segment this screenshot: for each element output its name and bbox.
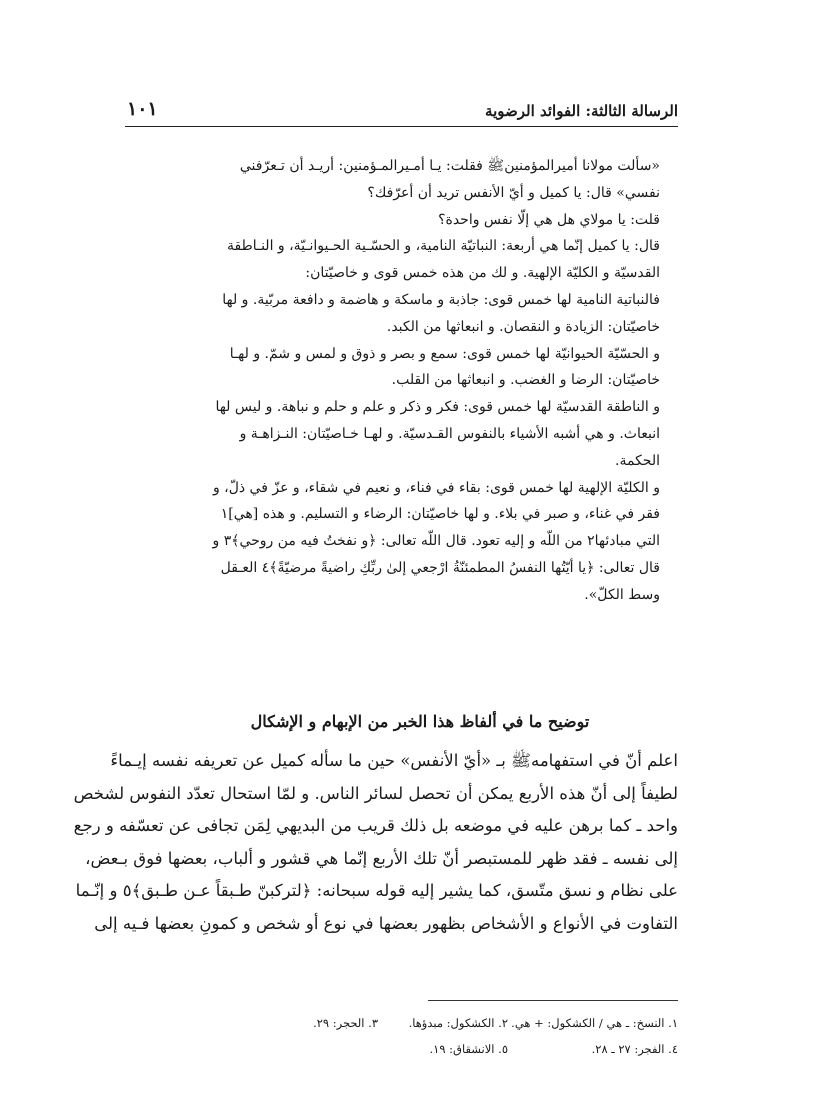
quote-line: و الحسّيّة الحيوانيّة لها خمس قوى: سمع و بصر و ذوق و لمس و شمّ. و لهـا bbox=[229, 345, 660, 362]
hadith-quote bbox=[180, 153, 660, 609]
footnote-4: ٤. الفجر: ٢٧ ـ ٢٨. bbox=[591, 1042, 678, 1056]
body-line: التفاوت في الأنواع و الأشخاص بظهور بعضها في نوع أو شخص و كمونِ بعضها فـيه إلى bbox=[94, 913, 678, 933]
footnote-2: ٢. الكشكول: مبدؤها. bbox=[408, 1016, 508, 1030]
body-line: إلى نفسه ـ فقد ظهر للمستبصر أنّ تلك الأربع إنّما هي قشور و ألباب، بعضها فوق بـعض، bbox=[85, 848, 678, 868]
quote-line: التي مبادئها٢ من اللّه و إليه تعود. قال اللّه تعالى: ﴿و نفختُ فيه من روحي﴾٣ و bbox=[212, 533, 660, 550]
body-line: لطيفاً إلى أنّ هذه الأربع يمكن أن تحصل لسائر الناس. و لمّا استحال تعدّد النفوس لشخص bbox=[73, 783, 678, 803]
quote-line: فقر في غناء، و صبر في بلاء. و لها خاصيّتان: الرضاء و التسليم. و هذه [هي]١ bbox=[220, 506, 660, 523]
quote-line: قال: يا كميل إنّما هي أربعة: النباتيّة النامية، و الحسّـية الحـيوانـيّة، و النـاطقة bbox=[226, 238, 660, 255]
page-number: ١٠١ bbox=[127, 98, 158, 120]
footnote-3: ٣. الحجر: ٢٩. bbox=[313, 1016, 378, 1030]
quote-line: فالنباتية النامية لها خمس قوى: جاذبة و ماسكة و هاضمة و دافعة مربّية. و لها bbox=[222, 291, 660, 308]
footnote-5: ٥. الانشقاق: ١٩. bbox=[429, 1042, 508, 1056]
footnote-divider bbox=[428, 1000, 678, 1001]
quote-line: وسط الكلّ». bbox=[584, 586, 660, 603]
running-title: الرسالة الثالثة: الفوائد الرضوية bbox=[485, 102, 678, 120]
quote-line: القدسيّة و الكليّة الإلهية. و لك من هذه خمس قوى و خاصيّتان: bbox=[305, 265, 660, 282]
footnote-row bbox=[150, 1010, 678, 1036]
quote-line: انبعاث. و هي أشبه الأشياء بالنفوس القـدسيّة. و لهـا خـاصيّتان: النـزاهـة و bbox=[239, 425, 660, 442]
quote-line: خاصيّتان: الزيادة و النقصان. و انبعاثها من الكبد. bbox=[386, 318, 660, 335]
body-line: على نظام و نسق متّسق، كما يشير إليه قوله سبحانه: ﴿لتركبنّ طـبقاً عـن طـبق﴾٥ و إنّـما bbox=[75, 881, 678, 901]
quote-line: و الناطقة القدسيّة لها خمس قوى: فكر و ذكر و علم و حلم و نباهة. و ليس لها bbox=[215, 399, 660, 416]
quote-line: قلت: يا مولاي هل هي إلّا نفس واحدة؟ bbox=[438, 211, 660, 228]
commentary-text bbox=[73, 745, 678, 941]
quote-line: و الكليّة الإلهية لها خمس قوى: بقاء في فناء، و نعيم في شقاء، و عزّ في ذلّ، و bbox=[212, 479, 660, 496]
footnote-row bbox=[150, 1036, 678, 1062]
quote-line: الحكمة. bbox=[615, 452, 660, 469]
quote-line: خاصيّتان: الرضا و الغضب. و انبعاثها من القلب. bbox=[391, 372, 660, 389]
body-line: واحد ـ كما برهن عليه في موضعه بل ذلك قريب من البديهي لِمَن تجافى عن تعسّفه و رجع bbox=[73, 816, 678, 836]
section-heading: توضيح ما في ألفاظ هذا الخبر من الإبهام و الإشكال bbox=[250, 712, 590, 731]
body-line: اعلم أنّ في استفهامهﷺ بـ «أيّ الأنفس» حين ما سأله كميل عن تعريفه نفسه إيـماءً bbox=[110, 751, 678, 770]
quote-line: قال تعالى: ﴿يا أيّتُها النفسُ المطمئنّةُ ارْجعي إلىٰ ربِّكِ راضيةً مرضيّةً﴾٤ العـقل bbox=[220, 559, 660, 576]
footnote-1: ١. النسخ: ـ هي / الكشكول: + هي. bbox=[511, 1016, 678, 1030]
footnotes bbox=[150, 1010, 678, 1062]
running-header bbox=[125, 96, 678, 127]
quote-line: نفسي» قال: يا كميل و أيّ الأنفس تريد أن أعرّفك؟ bbox=[367, 184, 660, 201]
quote-line: «سألت مولانا أميرالمؤمنينﷺ فقلت: يـا أمـيرالمـؤمنين: أريـد أن تـعرّفني bbox=[239, 158, 660, 174]
